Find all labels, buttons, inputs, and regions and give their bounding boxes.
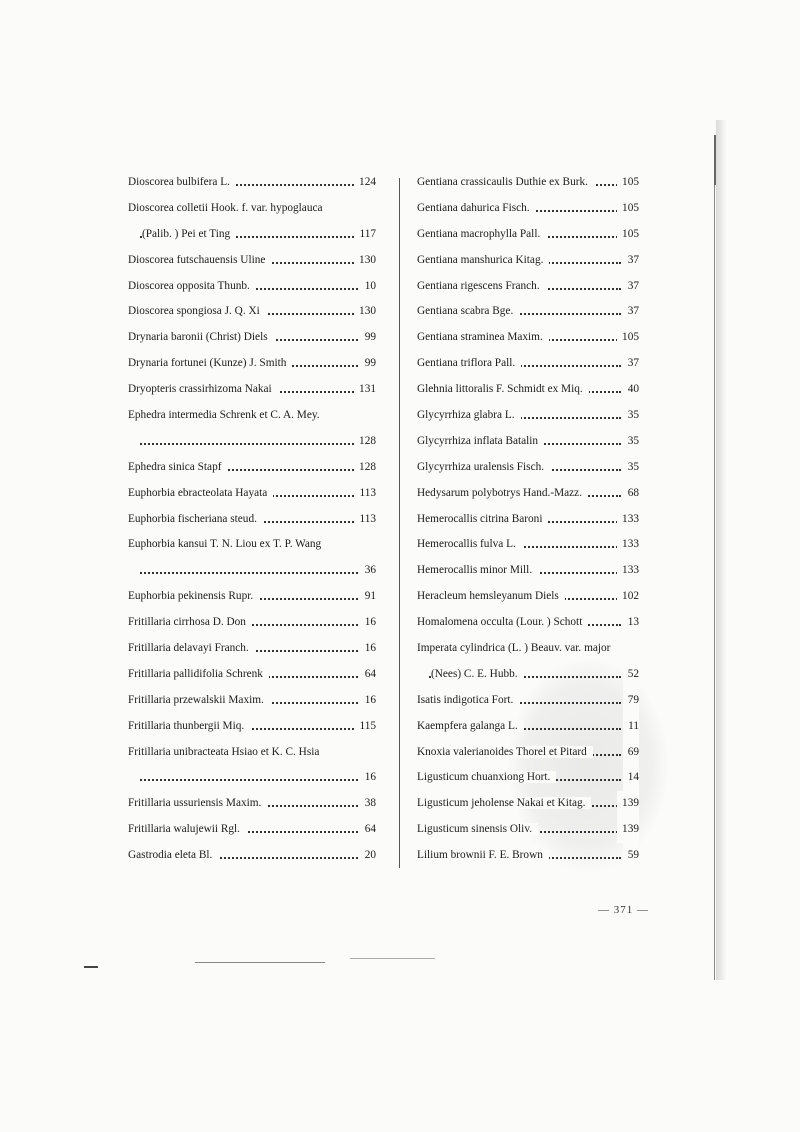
index-entry xyxy=(417,507,639,533)
page-ref: 16 xyxy=(360,610,376,636)
index-entry xyxy=(417,481,639,507)
index-entry xyxy=(128,325,376,351)
index-entry xyxy=(128,481,376,507)
index-entry xyxy=(417,403,639,429)
index-entry xyxy=(417,248,639,274)
page-ref: 105 xyxy=(617,222,639,248)
page-ref: 124 xyxy=(354,170,376,196)
index-entry xyxy=(417,377,639,403)
page-ref: 16 xyxy=(360,688,376,714)
species-name: Ligusticum chuanxiong Hort. xyxy=(417,771,556,783)
page-ref: 68 xyxy=(623,481,639,507)
index-entry xyxy=(128,274,376,300)
index-entry xyxy=(128,222,376,248)
page-ref: 113 xyxy=(354,481,376,507)
page-ref: 11 xyxy=(623,714,639,740)
species-name: Drynaria baronii (Christ) Diels xyxy=(128,331,274,343)
index-entry xyxy=(417,325,639,351)
page-ref: 40 xyxy=(623,377,639,403)
species-name: Dioscorea colletii Hook. f. var. hypoglauca xyxy=(128,202,329,214)
index-entry xyxy=(417,222,639,248)
species-name: Ephedra intermedia Schrenk et C. A. Mey. xyxy=(128,409,326,421)
index-entry xyxy=(417,299,639,325)
page-ref: 99 xyxy=(360,351,376,377)
index-entry xyxy=(417,610,639,636)
page-ref: 130 xyxy=(354,248,376,274)
page-ref: 37 xyxy=(623,274,639,300)
species-name: Gentiana macrophylla Pall. xyxy=(417,228,546,240)
page-ref: 37 xyxy=(623,299,639,325)
species-name: Glycyrrhiza uralensis Fisch. xyxy=(417,461,550,473)
species-name: Isatis indigotica Fort. xyxy=(417,694,519,706)
page-ref: 133 xyxy=(617,507,639,533)
page-ref: 105 xyxy=(617,170,639,196)
page-ref: 37 xyxy=(623,248,639,274)
species-name: Gentiana manshurica Kitag. xyxy=(417,254,549,266)
page-ref: 117 xyxy=(354,222,376,248)
index-entry xyxy=(128,299,376,325)
index-entry xyxy=(128,636,376,662)
page-ref: 59 xyxy=(623,843,639,869)
page-ref: 16 xyxy=(360,636,376,662)
index-entry xyxy=(417,351,639,377)
species-name: Dioscorea opposita Thunb. xyxy=(128,280,256,292)
page-ref: 102 xyxy=(617,584,639,610)
species-name: Knoxia valerianoides Thorel et Pitard xyxy=(417,746,593,758)
index-entry xyxy=(417,532,639,558)
index-entry xyxy=(128,714,376,740)
index-entry xyxy=(417,455,639,481)
species-name: Gastrodia eleta Bl. xyxy=(128,849,218,861)
species-name: Fritillaria walujewii Rgl. xyxy=(128,823,246,835)
species-name: Hemerocallis fulva L. xyxy=(417,538,522,550)
page-ref: 91 xyxy=(360,584,376,610)
index-entry xyxy=(417,196,639,222)
index-entry xyxy=(417,791,639,817)
species-name: Ligusticum jeholense Nakai et Kitag. xyxy=(417,797,591,809)
species-name: Hemerocallis citrina Baroni xyxy=(417,513,548,525)
page-ref: 139 xyxy=(617,791,639,817)
species-name: Kaempfera galanga L. xyxy=(417,720,524,732)
page-ref: 13 xyxy=(623,610,639,636)
page-edge-line xyxy=(714,185,715,980)
index-entry xyxy=(128,532,376,558)
page-ref: 128 xyxy=(354,455,376,481)
species-name: (Palib. ) Pei et Ting xyxy=(142,228,236,240)
page-ref: 35 xyxy=(623,455,639,481)
index-entry xyxy=(128,403,376,429)
index-entry xyxy=(128,688,376,714)
species-name: Fritillaria ussuriensis Maxim. xyxy=(128,797,267,809)
scan-artifact-line xyxy=(84,966,98,968)
index-entry xyxy=(128,429,376,455)
page-ref: 69 xyxy=(623,740,639,766)
species-name: Hemerocallis minor Mill. xyxy=(417,564,538,576)
page-ref: 130 xyxy=(354,299,376,325)
species-name: Hedysarum polybotrys Hand.-Mazz. xyxy=(417,487,588,499)
index-entry xyxy=(417,740,639,766)
page-ref: 35 xyxy=(623,429,639,455)
page-ref: 105 xyxy=(617,325,639,351)
page-ref: 20 xyxy=(360,843,376,869)
scan-artifact-line xyxy=(195,962,325,963)
species-name: Dioscorea bulbifera L. xyxy=(128,176,236,188)
species-name: Gentiana triflora Pall. xyxy=(417,357,521,369)
index-entry xyxy=(128,558,376,584)
species-name: (Nees) C. E. Hubb. xyxy=(431,668,524,680)
index-entry xyxy=(417,662,639,688)
index-entry xyxy=(417,843,639,869)
page-ref: 131 xyxy=(354,377,376,403)
species-name: Dioscorea futschauensis Uline xyxy=(128,254,271,266)
page-ref: 37 xyxy=(623,351,639,377)
species-name: Lilium brownii F. E. Brown xyxy=(417,849,549,861)
species-name: Fritillaria thunbergii Miq. xyxy=(128,720,250,732)
species-name: Dryopteris crassirhizoma Nakai xyxy=(128,383,278,395)
index-entry xyxy=(128,662,376,688)
index-entry xyxy=(417,817,639,843)
species-name: Gentiana rigescens Franch. xyxy=(417,280,546,292)
index-entry xyxy=(417,688,639,714)
species-name: Drynaria fortunei (Kunze) J. Smith xyxy=(128,357,292,369)
index-entry xyxy=(417,636,639,662)
index-entry xyxy=(128,196,376,222)
index-column-left xyxy=(128,170,376,869)
page-ref: 64 xyxy=(360,817,376,843)
species-name: Ephedra sinica Stapf xyxy=(128,461,227,473)
species-name: Ligusticum sinensis Oliv. xyxy=(417,823,538,835)
index-entry xyxy=(128,455,376,481)
index-column-right xyxy=(417,170,639,869)
species-name: Glycyrrhiza glabra L. xyxy=(417,409,521,421)
index-entry xyxy=(417,765,639,791)
species-name: Gentiana scabra Bge. xyxy=(417,305,519,317)
species-name: Imperata cylindrica (L. ) Beauv. var. major xyxy=(417,642,616,654)
index-entry xyxy=(128,377,376,403)
index-entry xyxy=(128,843,376,869)
species-name: Heracleum hemsleyanum Diels xyxy=(417,590,565,602)
species-name: Gentiana straminea Maxim. xyxy=(417,331,549,343)
species-name: Euphorbia kansui T. N. Liou ex T. P. Wang xyxy=(128,538,327,550)
species-name: Dioscorea spongiosa J. Q. Xi xyxy=(128,305,266,317)
page-ref: 113 xyxy=(354,507,376,533)
page-ref: 35 xyxy=(623,403,639,429)
page-ref: 14 xyxy=(623,765,639,791)
page-ref: 133 xyxy=(617,558,639,584)
index-entry xyxy=(128,817,376,843)
index-entry xyxy=(128,740,376,766)
page-ref: 139 xyxy=(617,817,639,843)
index-entry xyxy=(128,584,376,610)
index-entry xyxy=(128,610,376,636)
species-name: Euphorbia ebracteolata Hayata xyxy=(128,487,273,499)
page-ref: 105 xyxy=(617,196,639,222)
species-name: Euphorbia fischeriana steud. xyxy=(128,513,263,525)
scan-artifact-line xyxy=(350,958,435,959)
page-ref: 64 xyxy=(360,662,376,688)
species-name: Fritillaria pallidifolia Schrenk xyxy=(128,668,269,680)
index-entry xyxy=(417,714,639,740)
page-ref: 36 xyxy=(360,558,376,584)
species-name: Gentiana crassicaulis Duthie ex Burk. xyxy=(417,176,594,188)
index-entry xyxy=(417,429,639,455)
species-name: Euphorbia pekinensis Rupr. xyxy=(128,590,259,602)
page-ref: 38 xyxy=(360,791,376,817)
page-ref: 10 xyxy=(360,274,376,300)
index-entry xyxy=(128,791,376,817)
index-entry xyxy=(128,507,376,533)
column-divider xyxy=(399,178,400,868)
index-entry xyxy=(128,170,376,196)
index-entry xyxy=(417,170,639,196)
species-name: Fritillaria unibracteata Hsiao et K. C. Hsia xyxy=(128,746,325,758)
species-name: Homalomena occulta (Lour. ) Schott xyxy=(417,616,588,628)
page-ref: 128 xyxy=(354,429,376,455)
species-name: Fritillaria przewalskii Maxim. xyxy=(128,694,270,706)
species-name: Gentiana dahurica Fisch. xyxy=(417,202,536,214)
page-edge-line xyxy=(714,135,716,185)
species-name: Glycyrrhiza inflata Batalin xyxy=(417,435,544,447)
page-ref: 16 xyxy=(360,765,376,791)
species-name: Fritillaria cirrhosa D. Don xyxy=(128,616,252,628)
index-entry xyxy=(128,765,376,791)
index-entry xyxy=(128,248,376,274)
page-ref: 52 xyxy=(623,662,639,688)
page-ref: 79 xyxy=(623,688,639,714)
page-edge-shadow xyxy=(716,120,726,980)
species-name: Fritillaria delavayi Franch. xyxy=(128,642,255,654)
index-entry xyxy=(417,274,639,300)
page-number: — 371 — xyxy=(598,904,649,916)
page-ref: 99 xyxy=(360,325,376,351)
index-entry xyxy=(128,351,376,377)
index-entry xyxy=(417,558,639,584)
species-name: Glehnia littoralis F. Schmidt ex Miq. xyxy=(417,383,589,395)
page-ref: 133 xyxy=(617,532,639,558)
page-ref: 115 xyxy=(354,714,376,740)
index-entry xyxy=(417,584,639,610)
